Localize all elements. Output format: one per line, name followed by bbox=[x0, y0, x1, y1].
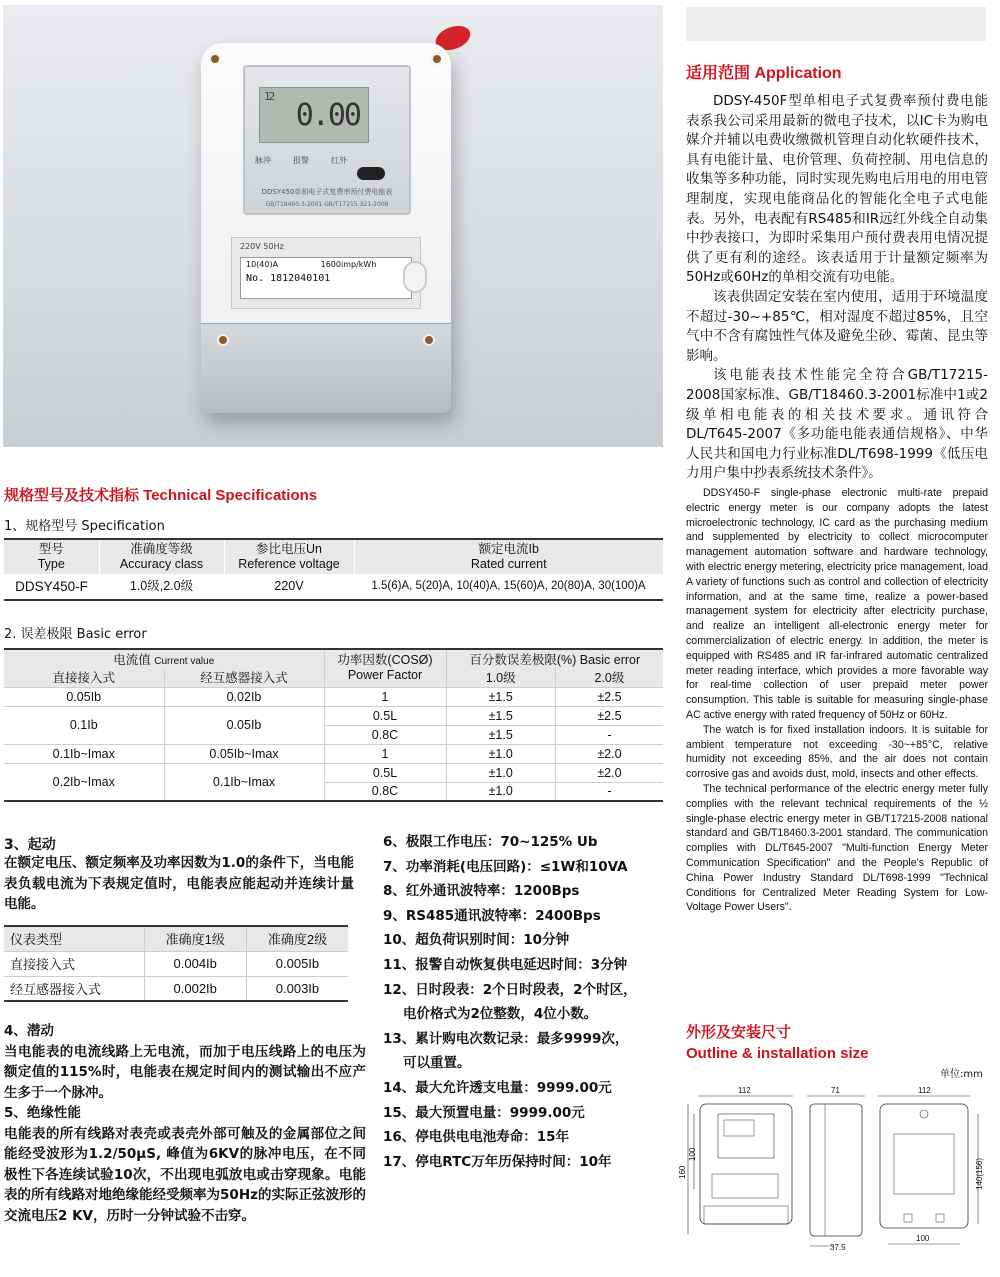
screw-icon bbox=[431, 53, 443, 65]
table-row bbox=[4, 763, 663, 782]
dim-width-100: 100 bbox=[916, 1234, 930, 1243]
lcd-prefix: 12 bbox=[264, 90, 274, 103]
lcd-display bbox=[259, 87, 369, 143]
plate-label bbox=[240, 257, 412, 299]
list-item: 11、报警自动恢复供电延迟时间：3分钟 bbox=[383, 956, 628, 973]
specification-table bbox=[4, 538, 663, 601]
dim-height-140: 140(156) bbox=[975, 1157, 984, 1190]
meter-indicators bbox=[255, 155, 347, 166]
dim-height-160: 160 bbox=[678, 1165, 687, 1179]
spec-subtitle: 1、规格型号 Specification bbox=[4, 519, 165, 534]
table-row bbox=[4, 687, 663, 706]
dim-depth: 71 bbox=[831, 1086, 840, 1095]
spec-items-list bbox=[383, 830, 673, 1174]
list-item: 12、日时段表：2个日时段表，2个时区， bbox=[383, 981, 637, 998]
outline-title bbox=[686, 1022, 869, 1064]
list-item: 14、最大允许透支电量：9999.00元 bbox=[383, 1079, 612, 1096]
dim-depth-small: 37.5 bbox=[830, 1243, 846, 1252]
header-class1: 准确度1级 bbox=[144, 926, 246, 951]
header-basic-error: 百分数误差极限(%) Basic error bbox=[446, 649, 663, 668]
start-title: 3、起动 bbox=[4, 837, 56, 853]
cell-direct: 0.05Ib bbox=[4, 687, 164, 706]
dim-width-front: 112 bbox=[738, 1086, 751, 1095]
table-header-row bbox=[4, 926, 348, 951]
meter-nameplate bbox=[231, 237, 421, 309]
header-current-value: 电流值 Current value bbox=[113, 653, 215, 667]
header-class2: 2.0级 bbox=[555, 668, 663, 687]
application-title: 适用范围 Application bbox=[686, 65, 842, 82]
unit-label: 单位:mm bbox=[940, 1069, 983, 1080]
cell-class1: ±1.0 bbox=[446, 763, 555, 782]
cell-pf: 0.8C bbox=[324, 782, 446, 801]
cell-accuracy: 1.0级,2.0级 bbox=[129, 579, 194, 593]
header-bar bbox=[686, 7, 986, 41]
meter-image bbox=[201, 43, 451, 413]
cell-class1: ±1.5 bbox=[446, 687, 555, 706]
application-cn-paragraph: DDSY-450F型单相电子式复费率预付费电能表系我公司采用最新的微电子技术，以IC卡为购电媒介并辅以电费收缴微机管理自动化软硬件技术，具有电能计量、电价管理、负荷控制、用电信息的收集等多种功能，同时实现先购电后用电的用电管理制度，实现电能商品化的智能化全电子式电能表。另外，电表配有RS485和IR远红外线全自动集中抄表接口，为即时采集用户预付费表用电情况提供了更有利的途经。该表适用于计量额定频率为50Hz或60Hz的单相交流有功电能。 bbox=[686, 93, 988, 286]
cell-class2: 0.005Ib bbox=[246, 951, 348, 976]
list-item: 9、RS485通讯波特率：2400Bps bbox=[383, 907, 601, 924]
ir-port bbox=[357, 167, 385, 180]
table-row bbox=[4, 706, 663, 725]
cell-class1: ±1.5 bbox=[446, 706, 555, 725]
plate-constant: 1600imp/kWh bbox=[320, 260, 377, 269]
application-en-paragraph: The watch is for fixed installation indoors. It is suitable for ambient temperature not exceeding -30~+85°C, relative humidity not exceeding 85%, and the air does not contain corrosive gas and avoids dust, mold, insects and other effects. bbox=[686, 723, 988, 781]
start-current-table bbox=[4, 925, 348, 1002]
terminal-cover bbox=[201, 323, 451, 413]
meter-model-text: DDSY450单相电子式复费率预付费电能表 bbox=[261, 188, 393, 196]
start-text bbox=[4, 853, 354, 915]
cell-class2: - bbox=[555, 725, 663, 744]
list-item: 17、停电RTC万年历保持时间：10年 bbox=[383, 1153, 612, 1170]
cell-ct: 0.05Ib~Imax bbox=[164, 744, 324, 763]
start-paragraph: 在额定电压、额定频率及功率因数为1.0的条件下，当电能表负载电流为下表规定值时，电能表应能起动并连续计量电能。 bbox=[4, 855, 354, 912]
cell-pf: 1 bbox=[324, 744, 446, 763]
creep-text: 当电能表的电流线路上无电流，而加于电压线路上的电压为额定值的115%时，电能表在规定时间内的测试输出不应产生多于一个脉冲。 bbox=[4, 1043, 366, 1101]
header-voltage: 参比电压Un Reference voltage bbox=[224, 539, 354, 574]
cell-class2: ±2.0 bbox=[555, 744, 663, 763]
insulation-title: 5、绝缘性能 bbox=[4, 1105, 81, 1121]
cell-ct: 0.05Ib bbox=[164, 706, 324, 744]
cell-meter-type: 经互感器接入式 bbox=[4, 976, 144, 1001]
table-row bbox=[4, 976, 348, 1001]
cell-pf: 0.5L bbox=[324, 706, 446, 725]
header-type: 型号 Type bbox=[37, 542, 65, 571]
header-ct: 经互感器接入式 bbox=[164, 668, 324, 687]
outline-drawing bbox=[680, 1084, 995, 1254]
table-row bbox=[4, 744, 663, 763]
cell-pf: 0.5L bbox=[324, 763, 446, 782]
header-power-factor: 功率因数(COSØ) Power Factor bbox=[324, 649, 446, 687]
cell-class1: ±1.5 bbox=[446, 725, 555, 744]
cell-class2: ±2.5 bbox=[555, 706, 663, 725]
sections-4-5 bbox=[4, 1021, 366, 1226]
error-subtitle: 2. 误差极限 Basic error bbox=[4, 627, 147, 642]
table-row bbox=[4, 951, 348, 976]
screw-icon bbox=[209, 53, 221, 65]
side-view bbox=[807, 1086, 865, 1252]
cell-class2: ±2.5 bbox=[555, 687, 663, 706]
list-item: 8、红外通讯波特率：1200Bps bbox=[383, 883, 580, 900]
indicator-alarm: 报警 bbox=[293, 156, 309, 165]
indicator-ir: 红外 bbox=[331, 156, 347, 165]
plate-voltage: 220V 50Hz bbox=[240, 242, 284, 251]
cell-ct: 0.1Ib~Imax bbox=[164, 763, 324, 801]
header-accuracy: 准确度等级 Accuracy class bbox=[99, 539, 224, 574]
list-item: 6、极限工作电压：70~125% Ub bbox=[383, 834, 598, 850]
application-cn-paragraph: 该电能表技术性能完全符合GB/T17215-2008国家标准、GB/T18460.3-2001标准中1或2级单相电能表的相关技术要求。通讯符合DL/T645-2007《多功能电能表通信规格》、中华人民共和国电力行业标准DL/T698-1999《低压电力用户集中抄表系统技术条件》。 bbox=[686, 367, 988, 482]
cell-pf: 0.8C bbox=[324, 725, 446, 744]
meter-window bbox=[243, 65, 411, 215]
cell-class1: 0.004Ib bbox=[144, 951, 246, 976]
application-cn-text bbox=[686, 92, 988, 484]
screw-icon bbox=[423, 334, 435, 346]
dim-width-back: 112 bbox=[918, 1086, 931, 1095]
cell-class1: 0.002Ib bbox=[144, 976, 246, 1001]
cell-voltage: 220V bbox=[274, 579, 304, 593]
cell-ct: 0.02Ib bbox=[164, 687, 324, 706]
application-cn-paragraph: 该表供固定安装在室内使用，适用于环境温度不超过-30~+85℃，相对湿度不超过85%，且空气中不含有腐蚀性气体及避免尘砂、霉菌、昆虫等影响。 bbox=[686, 288, 988, 364]
screw-icon bbox=[217, 334, 229, 346]
header-meter-type: 仪表类型 bbox=[4, 926, 144, 951]
insulation-text: 电能表的所有线路对表壳或表壳外部可触及的金属部位之间能经受波形为1.2/50μS, 峰值为6KV的脉冲电压，在不同极性下各连续试验10次，不出现电弧放电或击穿现象。电能表的所有线路对地绝缘能经受频率为50Hz的实际正弦波形的交流电压2 KV，历时一分钟试验不击穿。 bbox=[4, 1125, 366, 1224]
front-view bbox=[678, 1086, 793, 1234]
creep-title: 4、潜动 bbox=[4, 1023, 54, 1039]
application-en-paragraph: The technical performance of the electric energy meter fully complies with the relevant technical requirements of the ½ single-phase electric energy meter in GB/T17215-2008 national standard and GB/T18460.3-2001 standard. The communication complies with DL/T645-2007 "Multi-function Energy Meter Communication Specification" and the People's Republic of China Power Industry Standard DL/T698-1999 "Technical Conditions for Centralized Meter Reading System for Low-Voltage Power Users". bbox=[686, 782, 988, 914]
cell-class2: - bbox=[555, 782, 663, 801]
table-header-row bbox=[4, 539, 663, 574]
list-item: 16、停电供电电池寿命：15年 bbox=[383, 1129, 570, 1146]
basic-error-table bbox=[4, 648, 663, 802]
header-direct: 直接接入式 bbox=[52, 671, 115, 686]
list-item: 13、累计购电次数记录：最多9999次， bbox=[383, 1030, 629, 1047]
cell-direct: 0.2Ib~Imax bbox=[4, 763, 164, 801]
cell-pf: 1 bbox=[324, 687, 446, 706]
back-view bbox=[878, 1086, 984, 1244]
meter-button bbox=[403, 261, 427, 293]
plate-number: No. 1812040101 bbox=[246, 273, 331, 284]
outline-title-cn: 外形及安装尺寸 bbox=[686, 1024, 792, 1041]
header-current: 额定电流Ib Rated current bbox=[354, 539, 663, 574]
specs-title: 规格型号及技术指标 Technical Specifications bbox=[4, 487, 318, 504]
list-item: 电价格式为2位整数，4位小数。 bbox=[403, 1006, 598, 1023]
list-item: 7、功率消耗(电压回路)：≤1W和10VA bbox=[383, 858, 628, 875]
cell-type: DDSY450-F bbox=[15, 579, 88, 594]
cell-class1: ±1.0 bbox=[446, 744, 555, 763]
header-class1: 1.0级 bbox=[446, 668, 555, 687]
dim-height-100: 100 bbox=[688, 1147, 697, 1161]
application-en-text bbox=[686, 486, 988, 915]
application-en-paragraph: DDSY450-F single-phase electronic multi-rate prepaid electric energy meter is our company adopts the latest microelectronic technology, IC card as the purchasing medium and supplemented by electricity to collect microcomputer management automation software and hardware technology, with electric energy metering, electricity price management, load A variety of functions such as control and collection of electricity information, and at the same time, realize a power-based management system for electricity after electricity purchase, and realize an intelligent all-electronic energy meter for commercialization of electric energy. In addition, the meter is equipped with RS485 and IR far-infrared automatic centralized meter reading interface, which provides a more favorable way for real-time collection of user prepaid meter power consumption. This table is suitable for measuring single-phase AC active energy with rated frequency of 50Hz or 60Hz. bbox=[686, 487, 988, 721]
product-photo bbox=[3, 5, 663, 447]
list-item: 可以重置。 bbox=[403, 1055, 471, 1072]
meter-standards-text: GB/T18460.3-2001 GB/T17215.321-2008 bbox=[265, 201, 389, 208]
list-item: 15、最大预置电量：9999.00元 bbox=[383, 1104, 585, 1121]
cell-class1: ±1.0 bbox=[446, 782, 555, 801]
lcd-reading: 0.00 bbox=[295, 98, 360, 133]
table-header-row bbox=[4, 649, 663, 668]
table-row bbox=[4, 574, 663, 600]
list-item: 10、超负荷识别时间：10分钟 bbox=[383, 932, 570, 949]
cell-direct: 0.1Ib bbox=[4, 706, 164, 744]
outline-title-en: Outline & installation size bbox=[686, 1045, 869, 1062]
cell-direct: 0.1Ib~Imax bbox=[4, 744, 164, 763]
cell-class2: 0.003Ib bbox=[246, 976, 348, 1001]
indicator-pulse: 脉冲 bbox=[255, 156, 271, 165]
cell-meter-type: 直接接入式 bbox=[4, 951, 144, 976]
plate-current: 10(40)A bbox=[246, 260, 279, 269]
cell-class2: ±2.0 bbox=[555, 763, 663, 782]
header-class2: 准确度2级 bbox=[246, 926, 348, 951]
cell-current: 1.5(6)A, 5(20)A, 10(40)A, 15(60)A, 20(80)A, 30(100)A bbox=[371, 580, 646, 592]
